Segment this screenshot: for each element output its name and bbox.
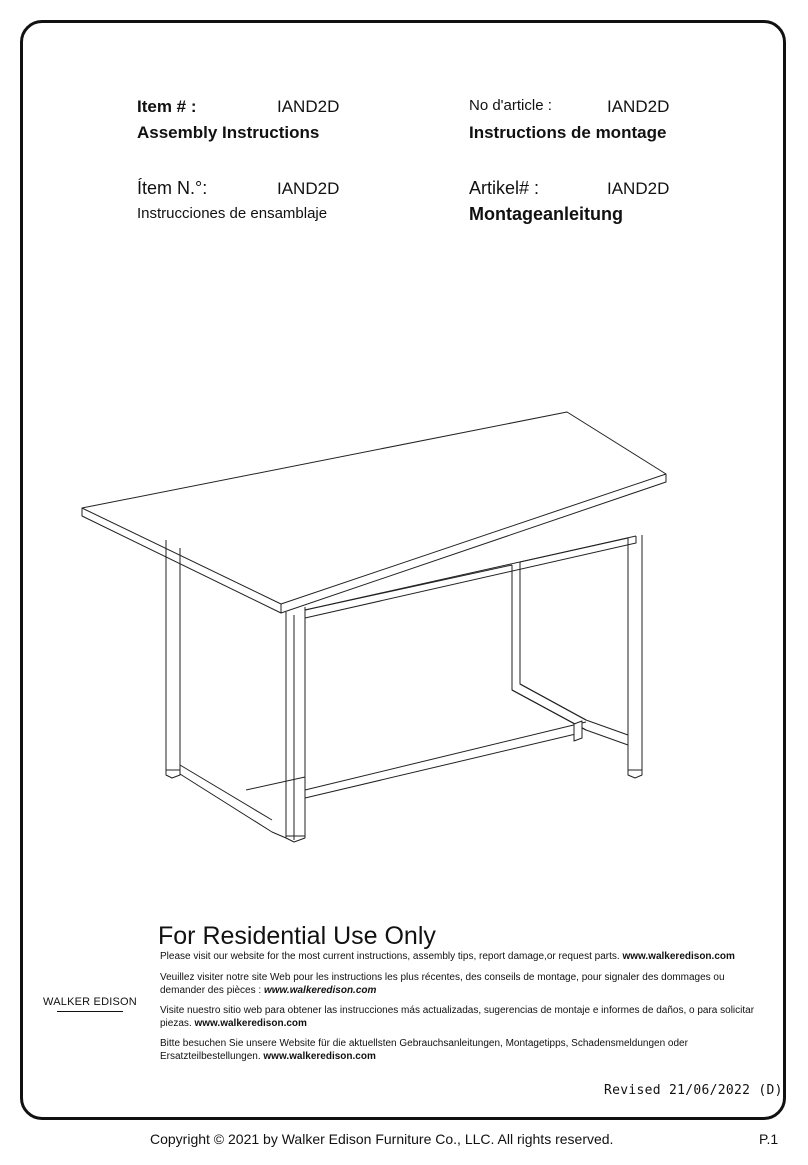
logo-wordmark: WALKER EDISON xyxy=(43,996,137,1008)
logo-underline xyxy=(57,1011,123,1012)
visit-text-en: Please visit our website for the most current instructions, assembly tips, report damage,or request parts. xyxy=(160,951,620,962)
revision-date: Revised 21/06/2022 (D) xyxy=(604,1083,783,1098)
visit-website-en xyxy=(160,951,780,964)
item-code-fr: IAND2D xyxy=(607,97,670,116)
item-label-en: Item # : xyxy=(137,97,197,116)
item-code-es: IAND2D xyxy=(277,179,340,198)
item-label-es: Ítem N.°: xyxy=(137,178,208,198)
assembly-title-es: Instrucciones de ensamblaje xyxy=(137,205,328,222)
walker-edison-logo xyxy=(40,996,140,1020)
item-label-de: Artikel# : xyxy=(469,178,540,198)
page-number: P.1 xyxy=(759,1131,779,1147)
website-link-es[interactable]: www.walkeredison.com xyxy=(194,1017,307,1029)
website-link-en[interactable]: www.walkeredison.com xyxy=(622,951,735,962)
visit-website-es xyxy=(160,1005,768,1030)
dining-table-illustration xyxy=(80,405,680,855)
item-label-fr: No d'article : xyxy=(469,97,552,114)
visit-text-de: Bitte besuchen Sie unsere Website für die aktuellsten Gebrauchsanleitungen, Montagetipps, Schadensmeldungen oder Ersatzteilbestellungen. xyxy=(160,1038,688,1062)
item-code-en: IAND2D xyxy=(277,97,340,116)
website-link-de[interactable]: www.walkeredison.com xyxy=(263,1050,376,1062)
assembly-title-en: Assembly Instructions xyxy=(137,123,320,142)
visit-text-es: Visite nuestro sitio web para obtener las instrucciones más actualizadas, sugerencias de montaje e informes de daños, o para solicitar piezas. xyxy=(160,1005,755,1029)
website-link-fr[interactable]: www.walkeredison.com xyxy=(263,984,377,996)
visit-website-de xyxy=(160,1038,768,1063)
visit-website-fr xyxy=(160,972,768,997)
copyright-notice: Copyright © 2021 by Walker Edison Furniture Co., LLC. All rights reserved. xyxy=(150,1131,614,1147)
visit-text-fr: Veuillez visiter notre site Web pour les instructions les plus récentes, des conseils de montage, pour signaler des dommages ou demander des pièces : xyxy=(160,972,725,996)
assembly-title-fr: Instructions de montage xyxy=(469,123,667,142)
item-code-de: IAND2D xyxy=(607,179,670,198)
assembly-title-de: Montageanleitung xyxy=(469,204,623,224)
residential-use-heading: For Residential Use Only xyxy=(158,922,436,950)
